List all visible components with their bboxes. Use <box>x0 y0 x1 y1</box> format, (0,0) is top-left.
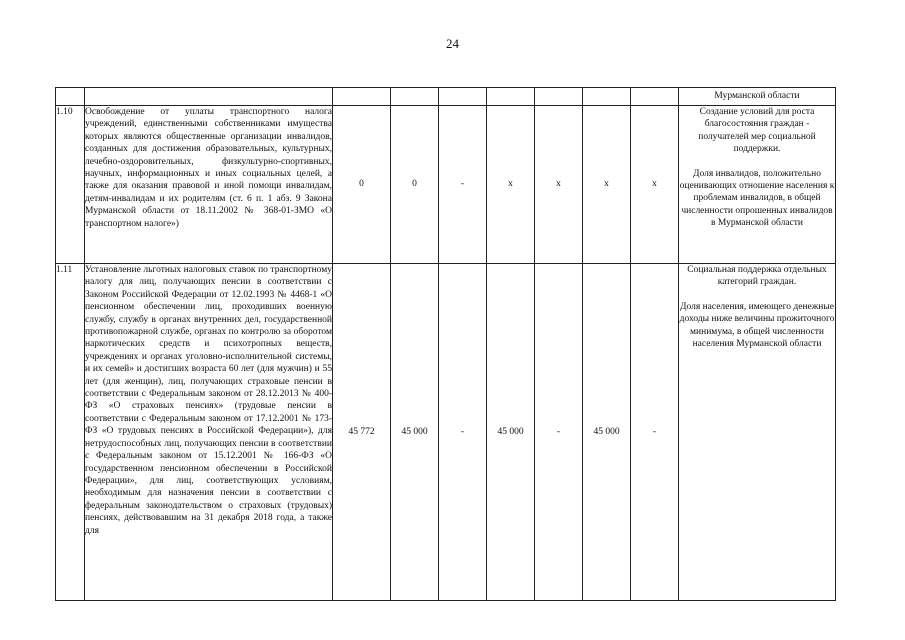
cell-num <box>56 88 85 106</box>
row-value: - <box>631 264 679 601</box>
row-value: - <box>439 264 487 601</box>
row-goal <box>679 264 836 601</box>
cell-value <box>391 88 439 106</box>
row-value: х <box>487 106 535 264</box>
row-value: 45 000 <box>487 264 535 601</box>
cell-goal: Мурманской области <box>679 88 836 106</box>
cell-value <box>333 88 391 106</box>
table-row <box>56 106 836 264</box>
row-value: х <box>583 106 631 264</box>
tax-expenditures-table <box>55 87 836 601</box>
row-value: 45 000 <box>391 264 439 601</box>
cell-value <box>439 88 487 106</box>
cell-description <box>85 88 333 106</box>
row-description: Освобождение от уплаты транспортного налога учреждений, единственными собственниками имущества которых являются общественные организации инвалидов, созданных для достижения образовательных, культурных, лечебно-оздоровительных, физкультурно-спортивных, научных, информационных и иных социальных целей, а также для оказания правовой и иной помощи инвалидам, детям-инвалидам и их родителям (ст. 6 п. 1 абз. 9 Закона Мурманской области от 18.11.2002 № 368-01-ЗМО «О транспортном налоге») <box>85 106 333 264</box>
row-value: 0 <box>391 106 439 264</box>
row-value: х <box>535 106 583 264</box>
row-value: х <box>631 106 679 264</box>
row-number: 1.11 <box>56 264 85 601</box>
row-description: Установление льготных налоговых ставок по транспортному налогу для лиц, получающих пенсии в соответствии с Законом Российской Федерации от 12.02.1993 № 4468-1 «О пенсионном обеспечении лиц, проходивших военную службу, службу в органах внутренних дел, государственной противопожарной службе, органах по контролю за оборотом наркотических средств и психотропных веществ, учреждениях и органах уголовно-исполнительной системы, и их семей» и достигших возраста 60 лет (для мужчин) и 55 лет (для женщин), лиц, получающих страховые пенсии в соответствии с Федеральным законом от 28.12.2013 № 400-ФЗ «О страховых пенсиях» (трудовые пенсии в соответствии с Федеральным законом от 17.12.2001 № 173-ФЗ «О трудовых пенсиях в Российской Федерации»), для нетрудоспособных лиц, получающих пенсии в соответствии с Федеральным законом от 15.12.2001 № 166-ФЗ «О государственном пенсионном обеспечении в Российской Федерации», для лиц, соответствующих условиям, необходимым для назначения пенсии в соответствии с федеральным законодательством о страховых (трудовых) пенсиях, действовавшим на 31 декабря 2018 года, а также для <box>85 264 333 601</box>
table-row-continuation <box>56 88 836 106</box>
row-goal <box>679 106 836 264</box>
row-value: 45 000 <box>583 264 631 601</box>
page-number: 24 <box>446 36 459 51</box>
cell-value <box>631 88 679 106</box>
table-row <box>56 264 836 601</box>
row-value: 45 772 <box>333 264 391 601</box>
row-value: 0 <box>333 106 391 264</box>
row-number: 1.10 <box>56 106 85 264</box>
row-value: - <box>439 106 487 264</box>
cell-value <box>535 88 583 106</box>
cell-value <box>487 88 535 106</box>
goal-text: Создание условий для роста благосостояния граждан - получателей мер социальной поддержки. <box>698 107 816 155</box>
row-value: - <box>535 264 583 601</box>
cell-value <box>583 88 631 106</box>
goal-text: Социальная поддержка отдельных категорий граждан. <box>687 265 827 288</box>
indicator-text: Доля населения, имеющего денежные доходы ниже величины прожиточного минимума, в общей численности населения Мурманской области <box>679 301 835 350</box>
indicator-text: Доля инвалидов, положительно оценивающих отношение населения к проблемам инвалидов, в общей численности опрошенных инвалидов в Мурманской области <box>679 168 835 229</box>
